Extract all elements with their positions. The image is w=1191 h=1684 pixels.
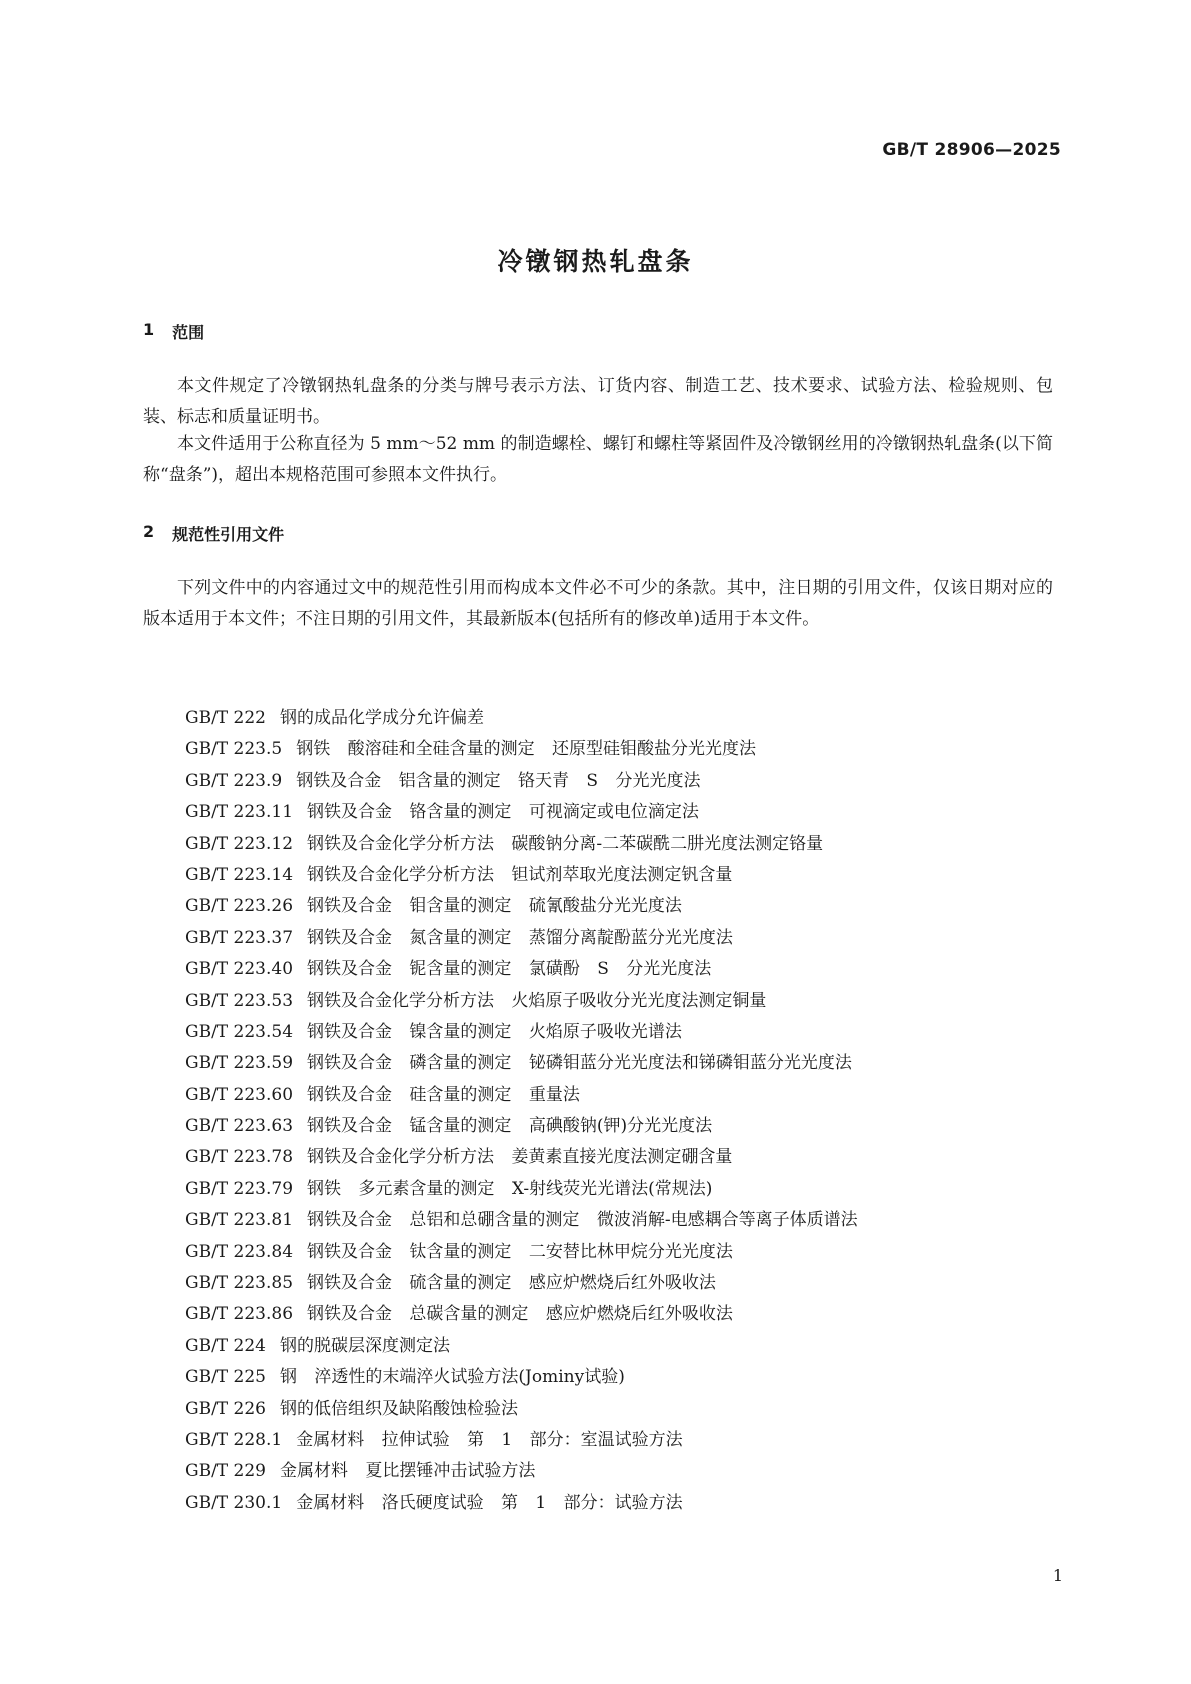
reference-code: GB/T 223.26 (185, 896, 294, 917)
reference-title: 钢铁及合金 磷含量的测定 铋磷钼蓝分光光度法和锑磷钼蓝分光光度法 (307, 1053, 852, 1074)
reference-code: GB/T 223.11 (185, 802, 294, 823)
reference-item (185, 1456, 858, 1487)
reference-item (185, 986, 858, 1017)
reference-title: 钢铁及合金化学分析方法 钽试剂萃取光度法测定钒含量 (307, 864, 733, 885)
reference-title: 钢的低倍组织及缺陷酸蚀检验法 (280, 1398, 518, 1419)
reference-item (185, 829, 858, 860)
reference-title: 钢铁及合金 总铝和总硼含量的测定 微波消解-电感耦合等离子体质谱法 (307, 1210, 858, 1231)
reference-title: 钢铁及合金 硫含量的测定 感应炉燃烧后红外吸收法 (307, 1273, 716, 1294)
reference-code: GB/T 225 (185, 1367, 266, 1388)
section-1-heading (143, 320, 204, 343)
reference-title: 钢铁及合金 总碳含量的测定 感应炉燃烧后红外吸收法 (307, 1304, 733, 1325)
scope-paragraph-1: 本文件规定了冷镦钢热轧盘条的分类与牌号表示方法、订货内容、制造工艺、技术要求、试验方法、检验规则、包装、标志和质量证明书。 (143, 376, 1053, 427)
reference-title: 钢的成品化学成分允许偏差 (280, 708, 484, 728)
reference-title: 金属材料 洛氏硬度试验 第 1 部分：试验方法 (296, 1492, 683, 1513)
page-number: 1 (1052, 1566, 1063, 1585)
reference-title: 钢 淬透性的末端淬火试验方法(Jominy试验) (280, 1367, 625, 1388)
document-title: 冷镦钢热轧盘条 (497, 247, 694, 276)
reference-item (185, 954, 858, 985)
reference-item (185, 703, 858, 734)
reference-code: GB/T 222 (185, 708, 266, 728)
reference-title: 钢铁及合金化学分析方法 火焰原子吸收分光光度法测定铜量 (307, 990, 767, 1011)
normative-references-intro: 下列文件中的内容通过文中的规范性引用而构成本文件必不可少的条款。其中，注日期的引用文件，仅该日期对应的版本适用于本文件；不注日期的引用文件，其最新版本(包括所有的修改单)适用于本文件。 (143, 578, 1053, 629)
reference-code: GB/T 223.40 (185, 959, 294, 980)
reference-code: GB/T 223.9 (185, 770, 283, 791)
reference-code: GB/T 224 (185, 1335, 266, 1356)
reference-title: 钢铁及合金 铬含量的测定 可视滴定或电位滴定法 (307, 802, 699, 823)
section-2-heading (143, 522, 284, 545)
reference-code: GB/T 223.53 (185, 990, 294, 1011)
reference-item (185, 1080, 858, 1111)
section-number: 1 (143, 320, 155, 339)
reference-item (185, 923, 858, 954)
reference-title: 金属材料 夏比摆锤冲击试验方法 (280, 1461, 536, 1482)
reference-title: 钢铁及合金 硅含量的测定 重量法 (307, 1084, 580, 1105)
reference-item (185, 1142, 858, 1173)
reference-title: 钢铁 多元素含量的测定 X-射线荧光光谱法(常规法) (307, 1178, 713, 1199)
reference-title: 金属材料 拉伸试验 第 1 部分：室温试验方法 (296, 1429, 683, 1450)
reference-code: GB/T 223.81 (185, 1210, 294, 1231)
reference-item (185, 1111, 858, 1142)
reference-item (185, 1048, 858, 1079)
reference-code: GB/T 223.79 (185, 1178, 294, 1199)
reference-item (185, 734, 858, 765)
section-title: 规范性引用文件 (172, 525, 285, 544)
reference-item (185, 1174, 858, 1205)
reference-item (185, 766, 858, 797)
reference-code: GB/T 223.60 (185, 1084, 294, 1105)
reference-item (185, 1394, 858, 1425)
scope-paragraph-2: 本文件适用于公称直径为 5 mm～52 mm 的制造螺栓、螺钉和螺柱等紧固件及冷镦钢丝用的冷镦钢热轧盘条(以下简称“盘条”)，超出本规格范围可参照本文件执行。 (143, 434, 1053, 485)
reference-title: 钢铁及合金化学分析方法 姜黄素直接光度法测定硼含量 (307, 1147, 733, 1168)
reference-list (185, 703, 858, 1519)
section-title: 范围 (172, 323, 205, 342)
reference-code: GB/T 223.78 (185, 1147, 294, 1168)
reference-code: GB/T 223.59 (185, 1053, 294, 1074)
reference-code: GB/T 223.63 (185, 1116, 294, 1137)
reference-code: GB/T 223.86 (185, 1304, 294, 1325)
reference-item (185, 1488, 858, 1519)
reference-item (185, 860, 858, 891)
reference-item (185, 1268, 858, 1299)
standard-code: GB/T 28906—2025 (882, 140, 1061, 160)
reference-title: 钢铁及合金 氮含量的测定 蒸馏分离靛酚蓝分光光度法 (307, 927, 733, 948)
reference-code: GB/T 223.84 (185, 1241, 294, 1262)
reference-title: 钢铁及合金 铌含量的测定 氯磺酚 S 分光光度法 (307, 959, 712, 980)
reference-code: GB/T 228.1 (185, 1429, 283, 1450)
reference-item (185, 1237, 858, 1268)
reference-item (185, 797, 858, 828)
reference-title: 钢铁及合金 铝含量的测定 铬天青 S 分光光度法 (296, 770, 701, 791)
reference-code: GB/T 223.12 (185, 833, 294, 854)
reference-title: 钢铁 酸溶硅和全硅含量的测定 还原型硅钼酸盐分光光度法 (296, 739, 757, 760)
section-number: 2 (143, 522, 155, 541)
reference-code: GB/T 230.1 (185, 1492, 283, 1513)
reference-item (185, 1362, 858, 1393)
reference-title: 钢铁及合金化学分析方法 碳酸钠分离-二苯碳酰二肼光度法测定铬量 (307, 833, 824, 854)
reference-code: GB/T 229 (185, 1461, 266, 1482)
reference-code: GB/T 223.14 (185, 864, 294, 885)
reference-code: GB/T 223.54 (185, 1021, 294, 1042)
reference-code: GB/T 223.85 (185, 1273, 294, 1294)
reference-title: 钢铁及合金 钼含量的测定 硫氰酸盐分光光度法 (307, 896, 682, 917)
reference-item (185, 891, 858, 922)
reference-code: GB/T 223.37 (185, 927, 294, 948)
reference-title: 钢铁及合金 镍含量的测定 火焰原子吸收光谱法 (307, 1021, 682, 1042)
reference-item (185, 1299, 858, 1330)
reference-item (185, 1425, 858, 1456)
reference-code: GB/T 223.5 (185, 739, 283, 760)
reference-title: 钢铁及合金 钛含量的测定 二安替比林甲烷分光光度法 (307, 1241, 733, 1262)
reference-item (185, 1331, 858, 1362)
reference-code: GB/T 226 (185, 1398, 266, 1419)
reference-item (185, 1017, 858, 1048)
reference-title: 钢的脱碳层深度测定法 (280, 1335, 450, 1356)
reference-item (185, 1205, 858, 1236)
reference-title: 钢铁及合金 锰含量的测定 高碘酸钠(钾)分光光度法 (307, 1116, 713, 1137)
